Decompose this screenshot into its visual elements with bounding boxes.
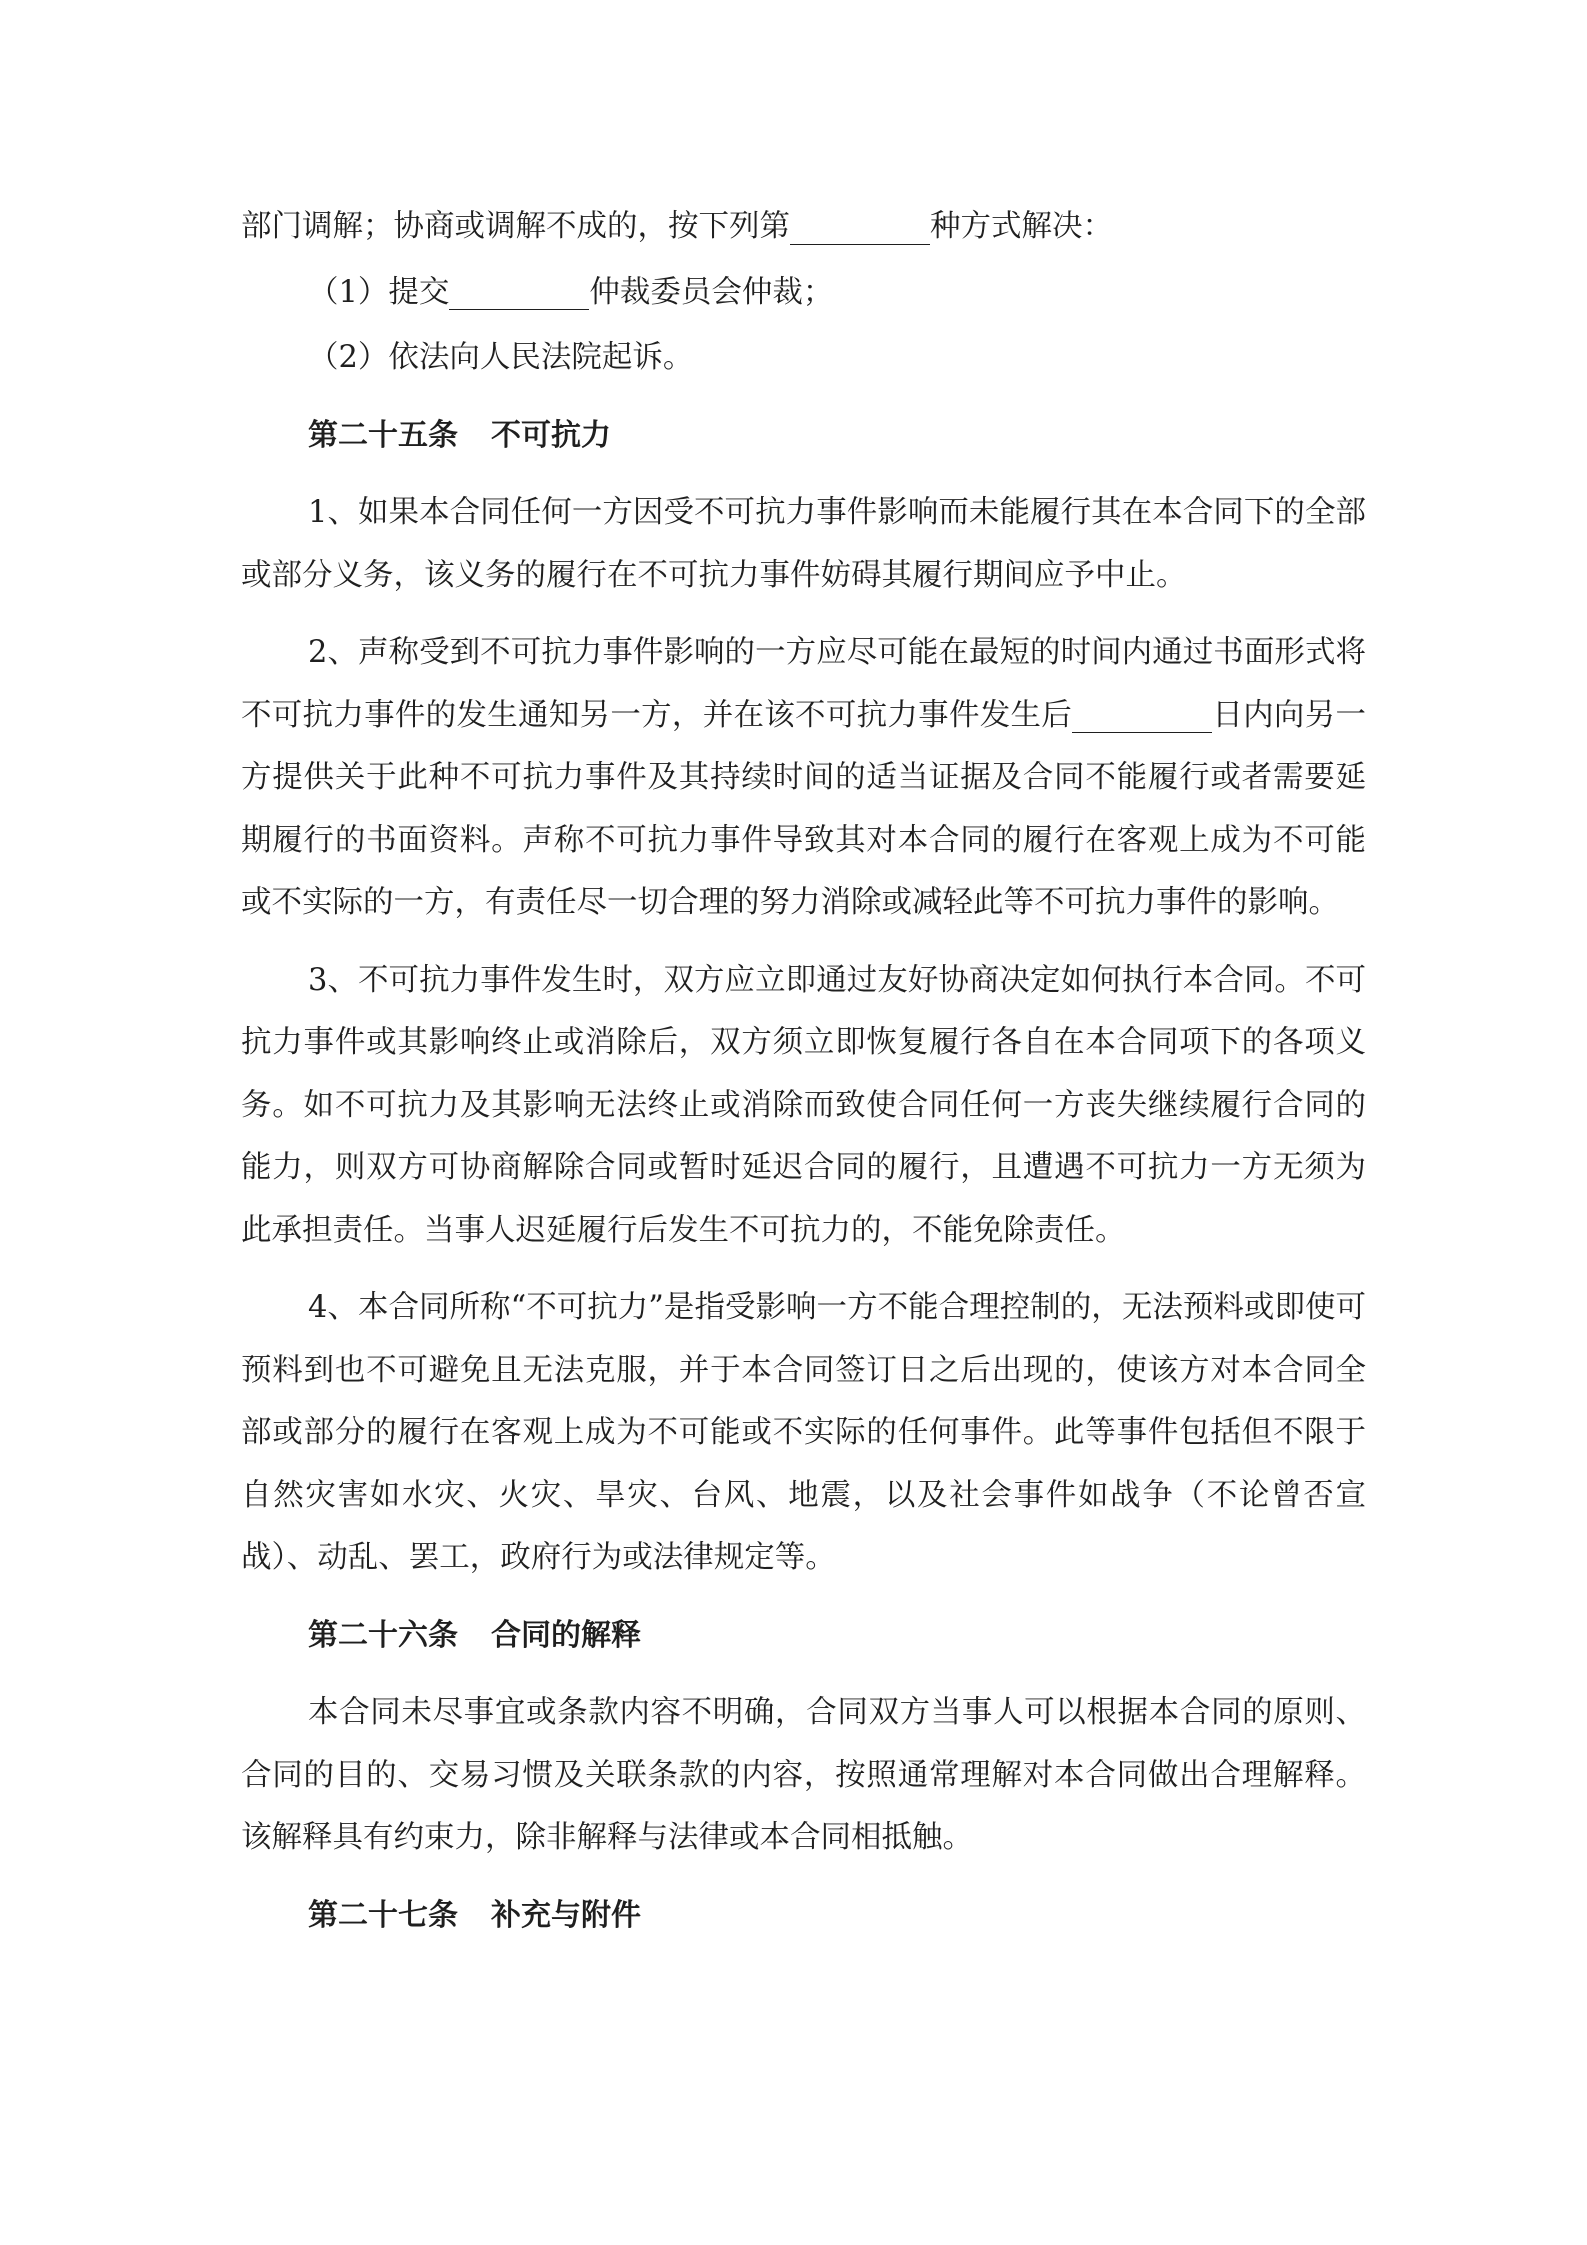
article-26-heading — [241, 1605, 1366, 1668]
dispute-resolution-paragraph — [241, 196, 1366, 259]
method-number-blank[interactable] — [790, 210, 930, 245]
dispute-text-after: 种方式解决： — [930, 209, 1113, 244]
arbitration-commission-blank[interactable] — [449, 275, 589, 310]
clause-2-text-before: 2、声称受到不可抗力事件影响的一方应尽可能在最短的时间内通过书面形式将不可抗力事件的发生通知另一方，并在该不可抗力事件发生后 — [241, 635, 1366, 733]
document-page — [241, 196, 1366, 1947]
article-27-title: 补充与附件 — [491, 1897, 641, 1933]
article-26-title: 合同的解释 — [491, 1617, 641, 1653]
notice-days-blank[interactable] — [1072, 698, 1212, 733]
article-25-number: 第二十五条 — [308, 417, 458, 453]
article-27-number: 第二十七条 — [308, 1897, 458, 1933]
option-litigation: （2）依法向人民法院起诉。 — [308, 340, 694, 375]
article-25-clause-1: 1、如果本合同任何一方因受不可抗力事件影响而未能履行其在本合同下的全部或部分义务，该义务的履行在不可抗力事件妨碍其履行期间应予中止。 — [241, 495, 1366, 593]
article-26-number: 第二十六条 — [308, 1617, 458, 1653]
article-25-heading — [241, 405, 1366, 468]
article-25-title: 不可抗力 — [491, 417, 611, 453]
option1-text-before: （1）提交 — [308, 274, 450, 310]
article-26-clause: 本合同未尽事宜或条款内容不明确，合同双方当事人可以根据本合同的原则、合同的目的、交易习惯及关联条款的内容，按照通常理解对本合同做出合理解释。该解释具有约束力，除非解释与法律或本合同相抵触。 — [241, 1695, 1366, 1855]
option-arbitration — [241, 262, 1366, 325]
clause-2-text-after: 日内向另一方提供关于此种不可抗力事件及其持续时间的适当证据及合同不能履行或者需要延期履行的书面资料。声称不可抗力事件导致其对本合同的履行在客观上成为不可能或不实际的一方，有责任尽一切合理的努力消除或减轻此等不可抗力事件的影响。 — [241, 697, 1366, 920]
article-25-clause-4: 4、本合同所称“不可抗力”是指受影响一方不能合理控制的，无法预料或即使可预料到也不可避免且无法克服，并于本合同签订日之后出现的，使该方对本合同全部或部分的履行在客观上成为不可能或不实际的任何事件。此等事件包括但不限于自然灾害如水灾、火灾、旱灾、台风、地震，以及社会事件如战争（不论曾否宣战）、动乱、罢工，政府行为或法律规定等。 — [241, 1290, 1366, 1575]
article-27-heading — [241, 1885, 1366, 1948]
dispute-text-before: 部门调解；协商或调解不成的，按下列第 — [241, 209, 790, 244]
article-25-clause-2 — [241, 622, 1366, 935]
article-25-clause-3: 3、不可抗力事件发生时，双方应立即通过友好协商决定如何执行本合同。不可抗力事件或其影响终止或消除后，双方须立即恢复履行各自在本合同项下的各项义务。如不可抗力及其影响无法终止或消除而致使合同任何一方丧失继续履行合同的能力，则双方可协商解除合同或暂时延迟合同的履行，且遭遇不可抗力一方无须为此承担责任。当事人迟延履行后发生不可抗力的，不能免除责任。 — [241, 962, 1366, 1248]
option1-text-after: 仲裁委员会仲裁； — [589, 274, 834, 310]
